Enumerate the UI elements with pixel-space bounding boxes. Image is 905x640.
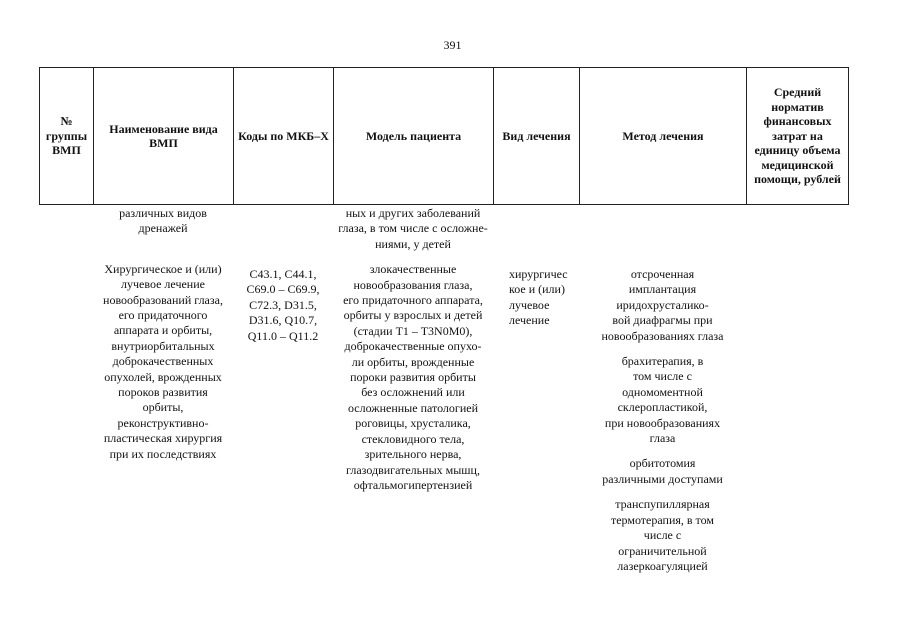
column-patient-model: [333, 206, 493, 493]
vmp-name-text: Хирургическое и (или) лучевое лечение новообразований глаза, его придаточного аппарата и орбиты, внутриорбитальных доброкачественных опухолей, врожденных пороков развития орбиты, реконструктивно- пластическая хирургия при их последствиях: [103, 261, 223, 461]
page-number: 391: [443, 38, 462, 52]
method-item: брахитерапия, в том числе с одномоментной склеропластикой, при новообразованиях глаза: [604, 354, 721, 446]
header-group-number: № группы ВМП: [40, 68, 94, 205]
continued-name-text: различных видов дренажей: [119, 206, 207, 236]
continued-model-text: ных и других заболеваний глаза, в том числе с осложне- ниями, у детей: [338, 206, 488, 251]
icd-codes-text: C43.1, C44.1, C69.0 – C69.9, C72.3, D31.5, D31.6, Q10.7, Q11.0 – Q11.2: [246, 267, 320, 343]
header-treatment-method: Метод лечения: [580, 68, 747, 205]
table-header: [39, 67, 849, 205]
column-treatment-type: [493, 267, 579, 329]
header-icd-codes: Коды по МКБ–Х: [234, 68, 334, 205]
header-vmp-name: Наименование вида ВМП: [94, 68, 234, 205]
table-body: [39, 206, 905, 636]
header-average-cost: Средний норматив финансовых затрат на единицу объема медицинской помощи, рублей: [747, 68, 849, 205]
method-item: отсроченная имплантация иридохрусталико- вой диафрагмы при новообразованиях глаза: [601, 267, 724, 343]
header-treatment-type: Вид лечения: [494, 68, 580, 205]
method-item: орбитотомия различными доступами: [602, 456, 723, 486]
header-patient-model: Модель пациента: [334, 68, 494, 205]
treatment-type-text: хирургичес кое и (или) лучевое лечение: [509, 267, 568, 328]
method-item: транспупиллярная термотерапия, в том числе с ограничительной лазеркоагуляцией: [610, 497, 715, 573]
column-treatment-method: [579, 267, 746, 574]
patient-model-text: злокачественные новообразования глаза, его придаточного аппарата, орбиты у взрослых и детей (стадии T1 – T3N0M0), доброкачественные опухо- ли орбиты, врожденные пороки развития орбиты без осложнений или осложненные патологией роговицы, хрусталика, стекловидного тела, зрительного нерва, глазодвигательных мышц, офтальмогипертензией: [343, 262, 483, 492]
column-icd-codes: [233, 267, 333, 344]
column-vmp-name: [93, 206, 233, 462]
